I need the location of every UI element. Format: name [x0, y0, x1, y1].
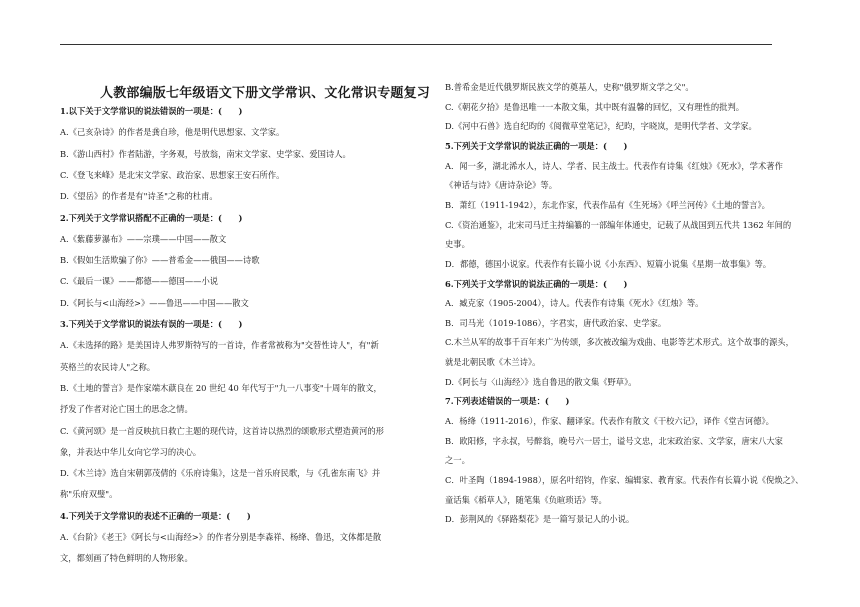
text-line: 史事。	[445, 239, 470, 250]
text-line: A.《己亥杂诗》的作者是龚自珍，他是明代思想家、文学家。	[60, 127, 285, 138]
text-line: 象，并表达中华儿女向它学习的决心。	[60, 446, 202, 457]
top-rule	[60, 44, 772, 45]
text-line: C.《最后一课》——都德——德国——小说	[60, 276, 219, 287]
text-line: A．闻一多，湖北浠水人，诗人、学者、民主战士。代表作有诗集《红烛》《死水》，学术著作	[445, 160, 783, 171]
text-line: B.《游山西村》作者陆游，字务观，号放翁，南宋文学家、史学家、爱国诗人。	[60, 148, 351, 159]
text-line: D.《望岳》的作者是有"诗圣"之称的杜甫。	[60, 191, 218, 202]
text-line: 英格兰的农民诗人"之称。	[60, 361, 156, 372]
text-line: 称"乐府双璧"。	[60, 489, 118, 500]
text-line: A.《未选择的路》是美国诗人弗罗斯特写的一首诗，作者常被称为"交替性诗人"，有"新	[60, 340, 379, 351]
text-line: D．都德，德国小说家。代表作有长篇小说《小东西》、短篇小说集《星期一故事集》等。	[445, 258, 772, 269]
question-stem: 7.下列表述错误的一项是：( )	[445, 396, 570, 407]
text-line: B．萧红（1911-1942），东北作家，代表作品有《生死场》《呼兰河传》《土地的誓言》。	[445, 199, 770, 210]
text-line: 抒发了作者对沦亡国土的思念之情。	[60, 404, 193, 415]
text-line: A.《台阶》《老王》《阿长与<山海经>》的作者分别是李森祥、杨绛、鲁迅，文体都是散	[60, 532, 382, 542]
text-line: D.《阿长与<山海经>》——鲁迅——中国——散文	[60, 297, 249, 308]
text-line: D.《河中石兽》选自纪昀的《阅微草堂笔记》，纪昀，字晓岚，是明代学者、文学家。	[445, 121, 757, 132]
text-line: C.《黄河颂》是一首反映抗日救亡主题的现代诗，这首诗以热烈的颂歌形式塑造黄河的形	[60, 425, 384, 436]
document-title: 人教部编版七年级语文下册文学常识、文化常识专题复习	[100, 86, 431, 101]
text-line: B．欧阳修，字永叔，号醉翁，晚号六一居士，谥号文忠，北宋政治家、文学家，唐宋八大家	[445, 435, 783, 446]
text-line: 就是北朝民歌《木兰诗》。	[445, 357, 541, 368]
text-line: D.《木兰诗》选自宋朝郭茂倩的《乐府诗集》，这是一首乐府民歌，与《孔雀东南飞》并	[60, 468, 381, 479]
text-line: B.《土地的誓言》是作家端木蕻良在 20 世纪 40 年代写于"九一八事变"十周年的散文，	[60, 382, 382, 393]
text-line: 童话集《稻草人》，随笔集《负暄琐话》等。	[445, 494, 607, 505]
question-stem: 3.下列关于文学常识的说法有误的一项是：( )	[60, 319, 243, 329]
text-line: B.普希金是近代俄罗斯民族文学的奠基人，史称"俄罗斯文学之父"。	[445, 82, 694, 92]
text-line: B．司马光（1019-1086），字君实，唐代政治家、史学家。	[445, 317, 667, 328]
text-line: A.《紫藤萝瀑布》——宗璞——中国——散文	[60, 233, 227, 244]
text-line: B.《假如生活欺骗了你》——普希金——俄国——诗歌	[60, 255, 260, 266]
text-line: 《神话与诗》《唐诗杂论》等。	[445, 180, 558, 191]
text-line: A．臧克家（1905-2004），诗人。代表作有诗集《死水》《红烛》等。	[445, 298, 704, 309]
question-stem: 5.下列关于文学常识的说法正确的一项是：( )	[445, 140, 628, 151]
text-line: C.《登飞来峰》是北宋文学家、政治家、思想家王安石所作。	[60, 169, 285, 180]
text-line: C.木兰从军的故事千百年来广为传颂，多次被改编为戏曲、电影等艺术形式。这个故事的源头，	[445, 337, 794, 348]
text-line: A．杨绛（1911-2016），作家、翻译家。代表作有散文《干校六记》，译作《堂吉诃德》。	[445, 416, 774, 427]
text-line: C.《朝花夕拾》是鲁迅唯一一本散文集，其中既有温馨的回忆，又有理性的批判。	[445, 101, 745, 112]
text-line: D.《阿长与〈山海经〉》选自鲁迅的散文集《野草》。	[445, 376, 637, 387]
question-stem: 2.下列关于文学常识搭配不正确的一项是：( )	[60, 212, 243, 223]
text-line: C．叶圣陶（1894-1988），原名叶绍钧，作家、编辑家、教育家。代表作有长篇小说《倪焕之》、	[445, 475, 804, 485]
text-line: 文，都刻画了特色鲜明的人物形象。	[60, 553, 193, 564]
text-line: D．彭荆风的《驿路梨花》是一篇写景记人的小说。	[445, 514, 635, 525]
question-stem: 1.以下关于文学常识的说法错误的一项是：( )	[60, 106, 243, 116]
question-stem: 4.下列关于文学常识的表述不正确的一项是：( )	[60, 510, 251, 521]
question-stem: 6.下列关于文学常识的说法正确的一项是：( )	[445, 278, 628, 289]
text-line: 之一。	[445, 455, 470, 466]
text-line: C.《资治通鉴》，北宋司马迁主持编纂的一部编年体通史，记载了从战国到五代共 1362 年间的	[445, 219, 792, 230]
